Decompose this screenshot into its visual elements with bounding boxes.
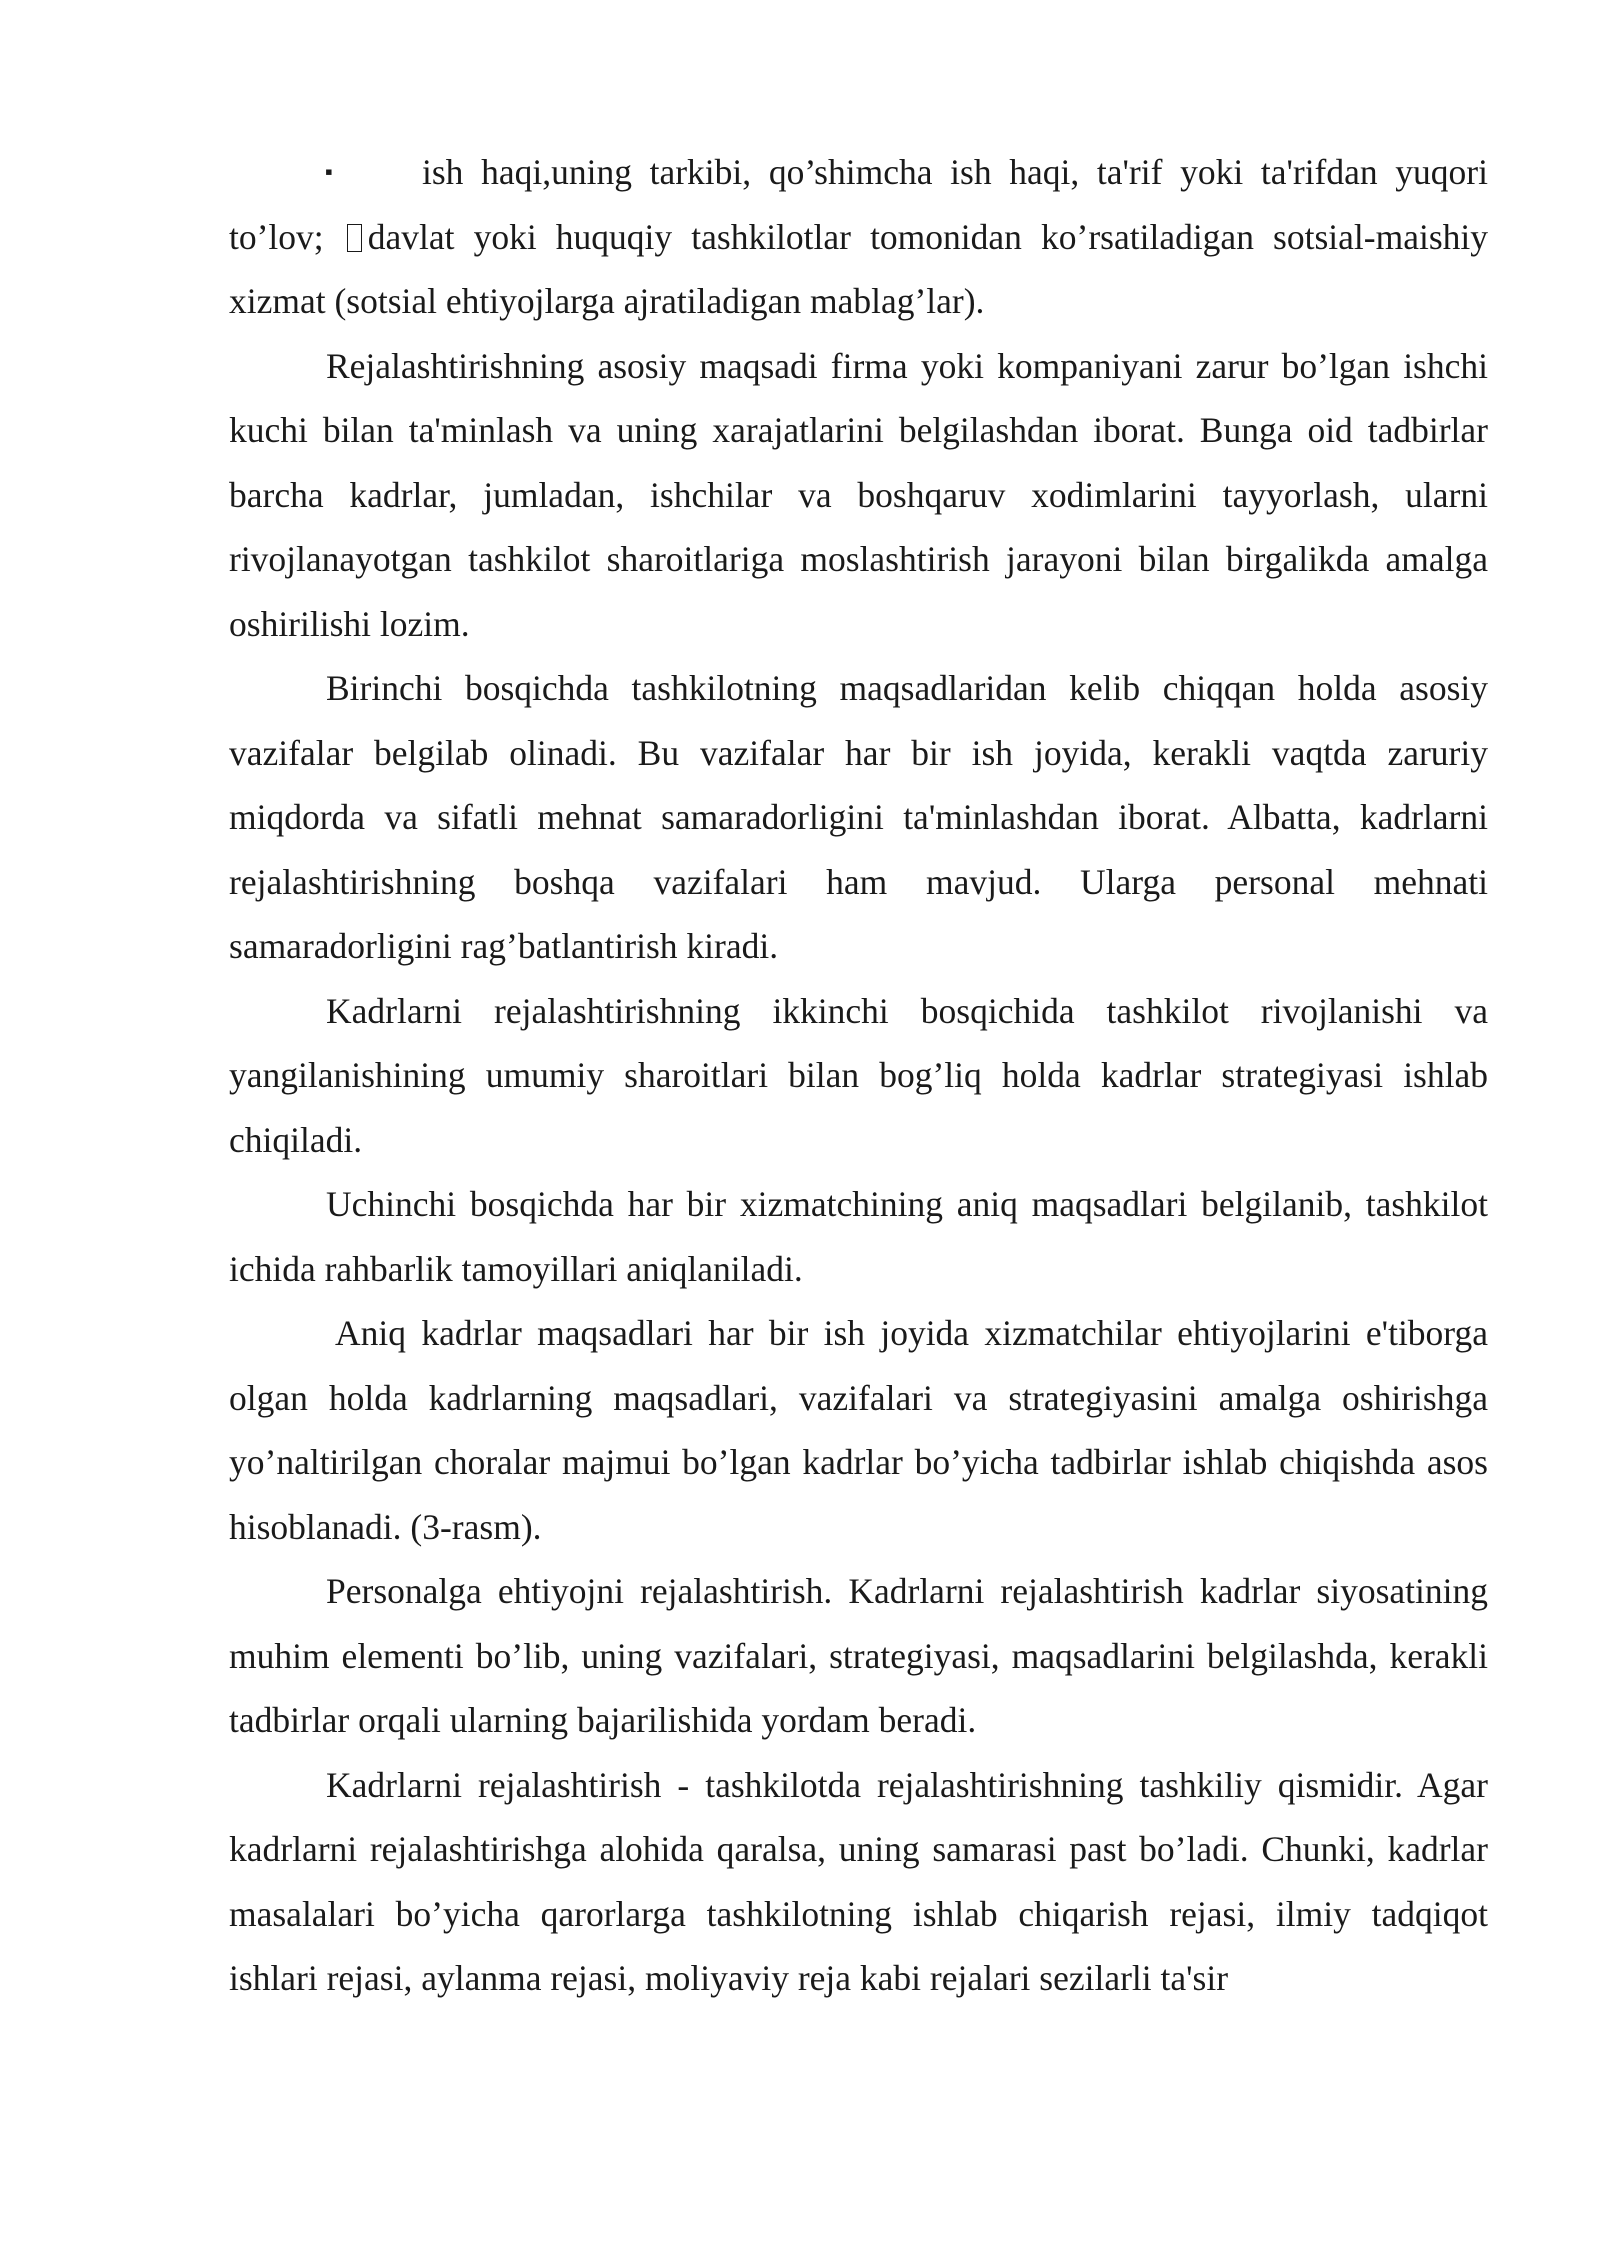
bullet-item-text-part1: ish haqi,uning tarkibi, qo’shimcha ish haqi, ta'rif yoki ta'rifdan yuqori to’lov; bbox=[229, 152, 1488, 257]
bullet-item-text-part2: davlat yoki huquqiy tashkilotlar tomonidan ko’rsatiladigan sotsial-maishiy xizmat (sotsial ehtiyojlarga ajratiladigan mablag’lar). bbox=[229, 216, 1488, 321]
document-page bbox=[229, 140, 1488, 2011]
paragraph-third-stage: Uchinchi bosqichda har bir xizmatchining aniq maqsadlari belgilanib, tashkilot ichida rahbarlik tamoyillari aniqlaniladi. bbox=[229, 1184, 1488, 1289]
paragraph-first-stage: Birinchi bosqichda tashkilotning maqsadlaridan kelib chiqqan holda asosiy vazifalar belgilab olinadi. Bu vazifalar har bir ish joyida, kerakli vaqtda zaruriy miqdorda va sifatli mehnat samaradorligini ta'minlashdan iborat. Albatta, kadrlarni rejalashtirishning boshqa vazifalari ham mavjud. Ularga personal mehnati samaradorligini rag’batlantirish kiradi. bbox=[229, 668, 1488, 966]
bullet-list-item bbox=[229, 140, 1488, 334]
square-bullet-icon: ▪ bbox=[325, 159, 333, 184]
paragraph-second-stage: Kadrlarni rejalashtirishning ikkinchi bosqichida tashkilot rivojlanishi va yangilanishining umumiy sharoitlari bilan bog’liq holda kadrlar strategiyasi ishlab chiqiladi. bbox=[229, 990, 1488, 1160]
paragraph-staff-needs-planning: Personalga ehtiyojni rejalashtirish. Kadrlarni rejalashtirish kadrlar siyosatining muhim elementi bo’lib, uning vazifalari, strategiyasi, maqsadlarini belgilashda, kerakli tadbirlar orqali ularning bajarilishida yordam beradi. bbox=[229, 1571, 1488, 1740]
paragraph-organizational-part: Kadrlarni rejalashtirish - tashkilotda rejalashtirishning tashkiliy qismidir. Agar kadrlarni rejalashtirishga alohida qaralsa, uning samarasi past bo’ladi. Chunki, kadrlar masalalari bo’yicha qarorlarga tashkilotning ishlab chiqarish rejasi, ilmiy tadqiqot ishlari rejasi, aylanma rejasi, moliyaviy reja kabi rejalari sezilarli ta'sir bbox=[229, 1764, 1488, 1998]
missing-glyph-icon bbox=[347, 224, 362, 252]
paragraph-specific-goals: Aniq kadrlar maqsadlari har bir ish joyida xizmatchilar ehtiyojlarini e'tiborga olgan holda kadrlarning maqsadlari, vazifalari va strategiyasini amalga oshirishga yo’naltirilgan choralar majmui bo’lgan kadrlar bo’yicha tadbirlar ishlab chiqishda asos hisoblanadi. (3-rasm). bbox=[229, 1313, 1488, 1547]
paragraph-planning-goal: Rejalashtirishning asosiy maqsadi firma yoki kompaniyani zarur bo’lgan ishchi kuchi bilan ta'minlash va uning xarajatlarini belgilashdan iborat. Bunga oid tadbirlar barcha kadrlar, jumladan, ishchilar va boshqaruv xodimlarini tayyorlash, ularni rivojlanayotgan tashkilot sharoitlariga moslashtirish jarayoni bilan birgalikda amalga oshirilishi lozim. bbox=[229, 345, 1488, 644]
